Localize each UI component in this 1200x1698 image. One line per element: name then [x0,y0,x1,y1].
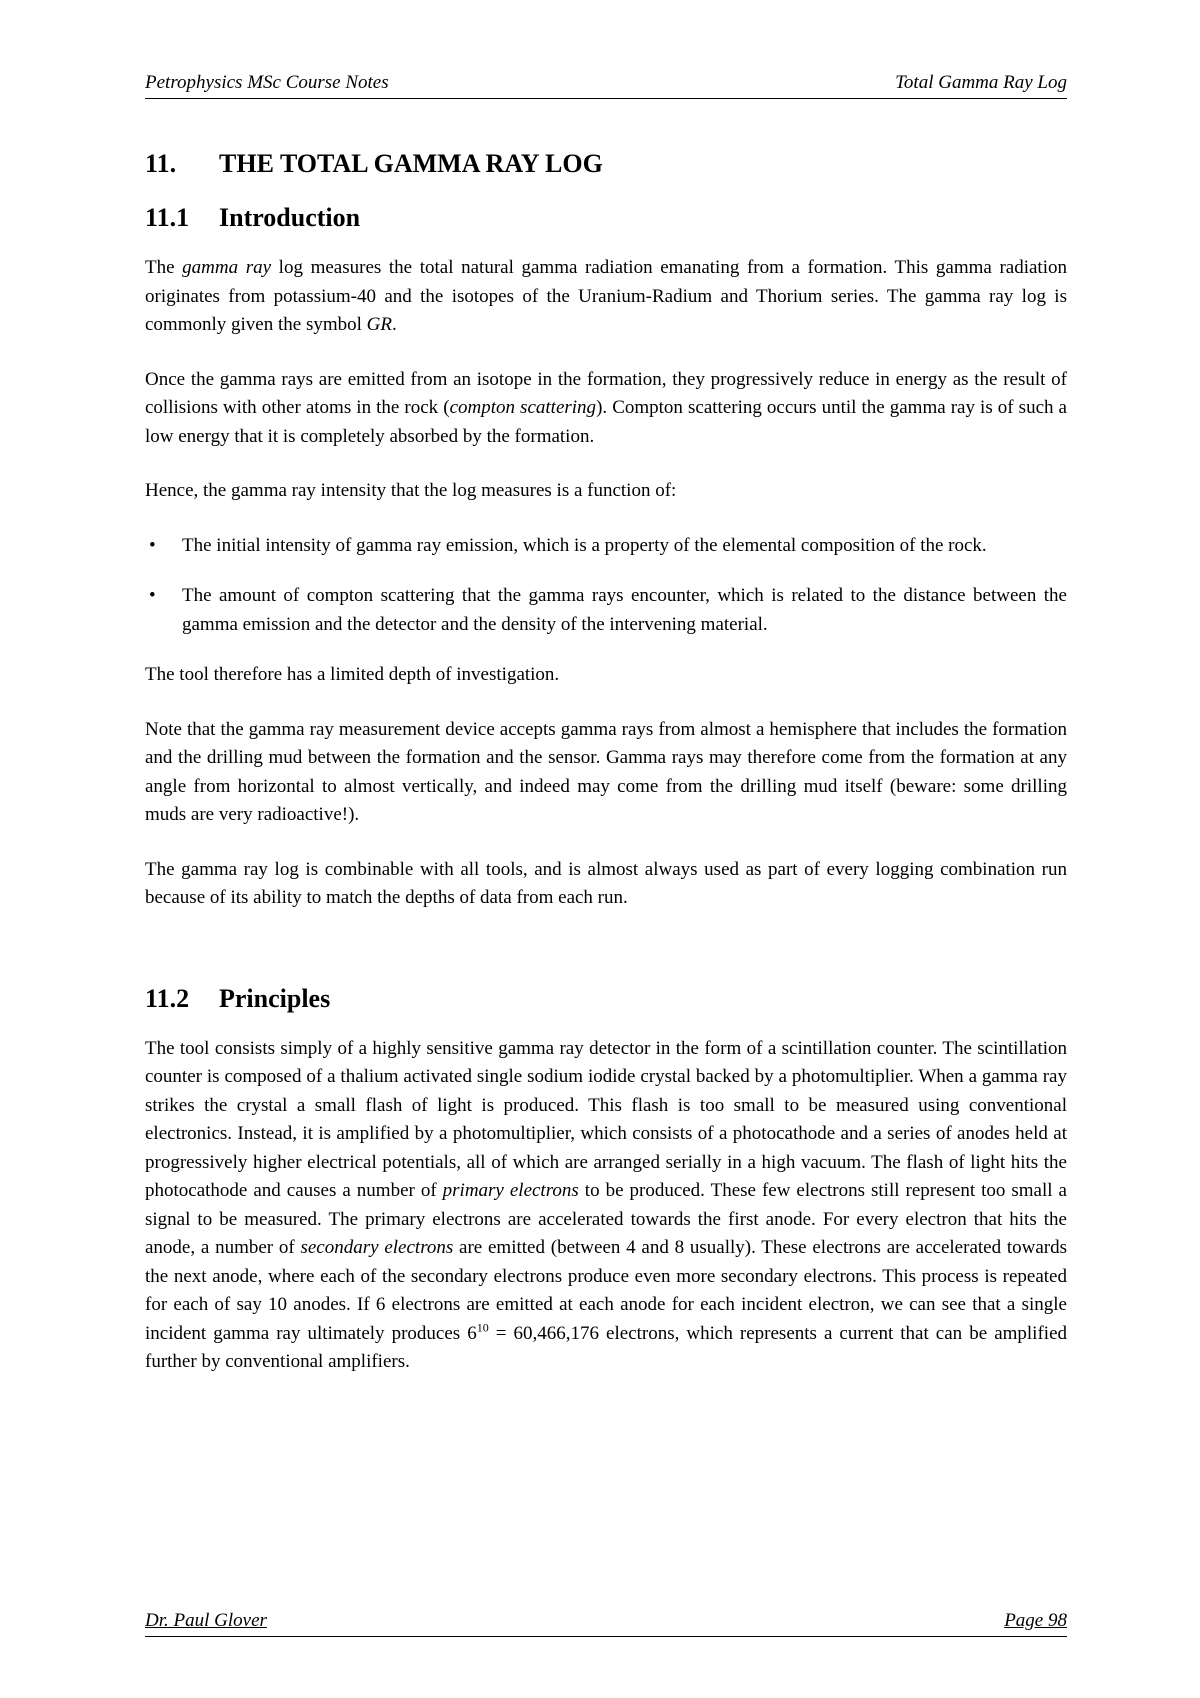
section-number: 11.1 [145,203,190,232]
document-page [145,0,1067,1698]
text-run: The tool consists simply of a highly sensitive gamma ray detector in the form of a scintillation counter. The scintillation counter is composed of a thalium activated single sodium iodide crystal backed by a photomultiplier. When a gamma ray strikes the crystal a small flash of light is produced. This flash is too small to be measured using conventional electronics. Instead, it is amplified by a photomultiplier, which consists of a photocathode and a series of anodes held at progressively higher electrical potentials, all of which are arranged serially in a high vacuum. The flash of light hits the photocathode and causes a number of [145,1037,1067,1201]
text-run: log measures the total natural gamma radiation emanating from a formation. This gamma radiation originates from potassium-40 and the isotopes of the Uranium-Radium and Thorium series. The gamma ray log is commonly given the symbol [145,257,1067,335]
page-content [145,148,1067,1403]
section-title: Principles [219,983,331,1013]
section-spacer [145,939,1067,983]
running-header [145,72,1067,99]
intro-paragraph-2 [145,366,1067,452]
section-heading-principles [145,983,1067,1015]
intro-paragraph-6: The gamma ray log is combinable with all tools, and is almost always used as part of every logging combination run because of its ability to match the depths of data from each run. [145,858,1067,908]
list-item-text: The initial intensity of gamma ray emission, which is a property of the elemental composition of the rock. [182,534,987,556]
list-item-text: The amount of compton scattering that the gamma rays encounter, which is related to the distance between the gamma emission and the detector and the density of the intervening material. [182,585,1067,635]
header-chapter-title: Total Gamma Ray Log [895,72,1067,93]
text-run: to be produced. These few electrons still represent too small a signal to be measured. The primary electrons are accelerated towards the first anode. For every electron that hits the anode, a number of [145,1180,1067,1258]
intro-paragraph-3: Hence, the gamma ray intensity that the log measures is a function of: [145,480,677,501]
bullet-list [145,532,1067,640]
chapter-number: 11. [145,149,177,178]
principles-paragraph [145,1035,1067,1377]
intro-paragraph-5: Note that the gamma ray measurement device accepts gamma rays from almost a hemisphere that includes the formation and the drilling mud between the formation and the sensor. Gamma rays may therefore come from the formation at any angle from horizontal to almost vertically, and indeed may come from the drilling mud itself (beware: some drilling muds are very radioactive!). [145,718,1067,825]
emphasis-primary-electrons: primary electrons [442,1180,579,1201]
text-run: are emitted (between 4 and 8 usually). These electrons are accelerated towards the next anode, where each of the secondary electrons produce even more secondary electrons. This process is repeated for each of say 10 anodes. If 6 electrons are emitted at each anode for each incident electron, we can see that a single incident gamma ray ultimately produces 6 [145,1237,1068,1344]
intro-paragraph-1 [145,254,1067,340]
footer-author: Dr. Paul Glover [145,1610,267,1631]
chapter-title: THE TOTAL GAMMA RAY LOG [219,149,603,178]
emphasis-gamma-ray: gamma ray [182,257,272,278]
emphasis-secondary-electrons: secondary electrons [300,1237,454,1258]
bullet-icon: • [149,534,156,556]
text-run: The [145,257,183,278]
emphasis-compton-scattering: compton scattering [449,397,597,418]
text-run: . [391,314,397,335]
list-item [145,532,1067,561]
footer-page-number: Page 98 [1004,1610,1067,1631]
text-run: ). Compton scattering occurs until the gamma ray is of such a low energy that it is completely absorbed by the formation. [145,397,1067,447]
exponent: 10 [476,1320,489,1335]
running-footer [145,1610,1067,1637]
section-title: Introduction [219,203,361,232]
header-course-title: Petrophysics MSc Course Notes [145,72,389,93]
intro-paragraph-4: The tool therefore has a limited depth of investigation. [145,664,560,685]
chapter-heading [145,148,1067,180]
text-run: Once the gamma rays are emitted from an isotope in the formation, they progressively reduce in energy as the result of collisions with other atoms in the rock ( [145,368,1067,418]
bullet-icon: • [149,585,156,606]
section-heading-introduction [145,202,1067,234]
text-run: = 60,466,176 electrons, which represents a current that can be amplified further by conventional amplifiers. [145,1322,1067,1372]
list-item [145,582,1067,639]
section-number: 11.2 [145,983,190,1013]
symbol-gr: GR [366,314,392,335]
